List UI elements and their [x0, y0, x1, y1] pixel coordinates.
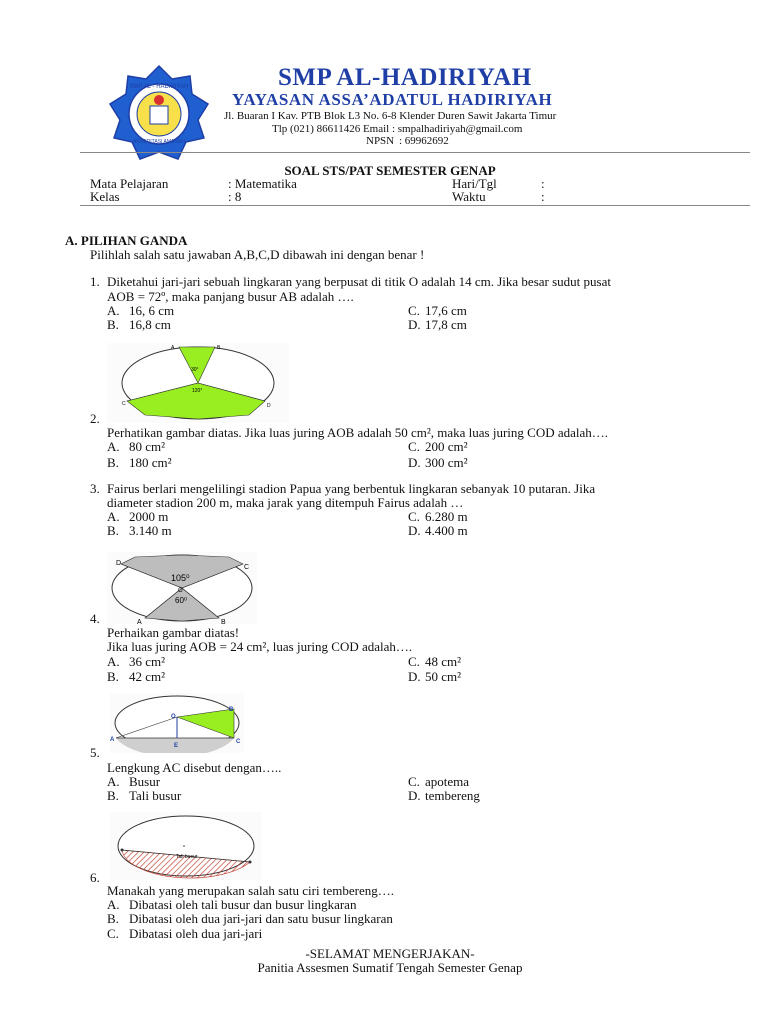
q5-label-e: E — [174, 743, 179, 749]
q5-label-c: C — [236, 739, 241, 745]
q6-circle-figure — [110, 812, 262, 880]
q5-text-line1: Lengkung AC disebut dengan….. — [107, 760, 282, 775]
q5-circle-figure — [110, 693, 244, 753]
q6-text-line1: Manakah yang merupakan salah satu ciri tembereng…. — [107, 883, 394, 898]
q1-option-b-letter: B. — [107, 317, 119, 332]
q3-option-d-letter: D. — [408, 523, 421, 538]
q3-option-c-letter: C. — [408, 509, 420, 524]
q1-option-a-text: 16, 6 cm — [129, 303, 175, 318]
q2-option-c-text: 200 cm² — [425, 439, 468, 454]
q2-angle-top: 30° — [191, 367, 199, 373]
q6-option-b-letter: B. — [107, 911, 119, 926]
school-contact: Tlp (021) 86611426 Email : smpalhadiriyah@gmail.com — [272, 123, 523, 135]
day-value: : — [541, 176, 545, 191]
q6-option-b-text: Dibatasi oleh dua jari-jari dan satu busur lingkaran — [129, 911, 393, 926]
logo-bottom-text: AKREDITASI AMANAH — [133, 139, 185, 145]
q5-option-b-letter: B. — [107, 788, 119, 803]
q2-option-c-letter: C. — [408, 439, 420, 454]
subject-label: Mata Pelajaran — [90, 176, 169, 191]
subject-value: : Matematika — [228, 176, 297, 191]
q1-option-b-text: 16,8 cm — [129, 317, 171, 332]
q1-option-c-letter: C. — [408, 303, 420, 318]
q6-option-a-text: Dibatasi oleh tali busur dan busur lingkaran — [129, 897, 357, 912]
q3-option-b-letter: B. — [107, 523, 119, 538]
q4-option-c-text: 48 cm² — [425, 654, 462, 669]
q5-option-d-text: tembereng — [425, 788, 480, 803]
q4-label-o: O — [178, 588, 183, 594]
q2-option-a-text: 80 cm² — [129, 439, 166, 454]
q6-number: 6. — [90, 870, 100, 885]
q6-option-a-letter: A. — [107, 897, 120, 912]
q2-label-a: A — [171, 345, 175, 351]
q1-text-line2: AOB = 72º, maka panjang busur AB adalah …. — [107, 289, 354, 304]
q2-circle-figure — [107, 343, 289, 423]
q4-angle-bottom: 60⁰ — [175, 596, 188, 605]
q2-text-line1: Perhatikan gambar diatas. Jika luas juring AOB adalah 50 cm², maka luas juring COD adalah…. — [107, 425, 609, 440]
q1-option-a-letter: A. — [107, 303, 120, 318]
q4-label-d: D — [116, 560, 122, 567]
q4-text-line1: Perhaikan gambar diatas! — [107, 625, 240, 640]
q4-option-c-letter: C. — [408, 654, 420, 669]
q3-option-b-text: 3.140 m — [129, 523, 172, 538]
q2-label-d: D — [267, 403, 271, 409]
q4-circle-figure — [107, 552, 257, 624]
q3-option-d-text: 4.400 m — [425, 523, 468, 538]
section-heading: A. PILIHAN GANDA — [65, 233, 188, 248]
q5-label-a: A — [110, 737, 115, 743]
time-label: Waktu — [452, 189, 486, 204]
q5-label-o: O — [171, 714, 176, 720]
q4-label-b: B — [221, 619, 226, 624]
logo-top-text: SMP AL - HADIRIYAH — [129, 84, 189, 90]
footer-greeting: -SELAMAT MENGERJAKAN- — [305, 946, 475, 961]
q2-option-b-text: 180 cm² — [129, 455, 172, 470]
header-divider — [80, 152, 750, 153]
q1-text-line1: Diketahui jari-jari sebuah lingkaran yang berpusat di titik O adalah 14 cm. Jika besar sudut pusat — [107, 274, 611, 289]
q4-option-a-letter: A. — [107, 654, 120, 669]
q4-label-a: A — [137, 619, 142, 624]
class-label: Kelas — [90, 189, 120, 204]
school-name: SMP AL-HADIRIYAH — [278, 64, 532, 91]
q2-number: 2. — [90, 411, 100, 426]
q2-label-c: C — [122, 401, 126, 407]
q1-number: 1. — [90, 274, 100, 289]
q3-text-line1: Fairus berlari mengelilingi stadion Papua yang berbentuk lingkaran sebanyak 10 putaran. Jika — [107, 481, 596, 496]
footer-committee: Panitia Assesmen Sumatif Tengah Semester Genap — [257, 960, 523, 975]
q4-option-b-letter: B. — [107, 669, 119, 684]
info-divider — [80, 205, 750, 206]
q6-option-c-letter: C. — [107, 926, 119, 941]
npsn-value: : 69962692 — [399, 135, 449, 147]
q6-chord-label: Tali busur — [176, 854, 198, 860]
q5-option-a-letter: A. — [107, 774, 120, 789]
q1-option-d-text: 17,8 cm — [425, 317, 467, 332]
school-logo — [104, 64, 214, 164]
class-value: : 8 — [228, 189, 242, 204]
time-value: : — [541, 189, 545, 204]
q5-option-b-text: Tali busur — [129, 788, 182, 803]
q2-option-b-letter: B. — [107, 455, 119, 470]
q4-option-a-text: 36 cm² — [129, 654, 166, 669]
q4-number: 4. — [90, 611, 100, 626]
q3-number: 3. — [90, 481, 100, 496]
day-label: Hari/Tgl — [452, 176, 497, 191]
q5-option-d-letter: D. — [408, 788, 421, 803]
q3-text-line2: diameter stadion 200 m, maka jarak yang ditempuh Fairus adalah … — [107, 495, 464, 510]
q6-option-c-text: Dibatasi oleh dua jari-jari — [129, 926, 263, 941]
q3-option-c-text: 6.280 m — [425, 509, 468, 524]
q3-option-a-text: 2000 m — [129, 509, 169, 524]
q5-option-a-text: Busur — [129, 774, 161, 789]
exam-title: SOAL STS/PAT SEMESTER GENAP — [284, 163, 496, 178]
section-instruction: Pilihlah salah satu jawaban A,B,C,D dibawah ini dengan benar ! — [90, 247, 425, 262]
q5-label-b: B — [229, 707, 234, 713]
npsn-label: NPSN — [366, 135, 395, 147]
q4-option-d-text: 50 cm² — [425, 669, 462, 684]
q1-option-c-text: 17,6 cm — [425, 303, 467, 318]
foundation-name: YAYASAN ASSA’ADATUL HADIRIYAH — [232, 90, 553, 109]
q2-label-b: B — [217, 345, 221, 351]
q4-option-b-text: 42 cm² — [129, 669, 166, 684]
school-address: Jl. Buaran I Kav. PTB Blok L3 No. 6-8 Klender Duren Sawit Jakarta Timur — [224, 110, 557, 122]
q5-option-c-letter: C. — [408, 774, 420, 789]
q2-option-d-letter: D. — [408, 455, 421, 470]
q4-angle-top: 105⁰ — [171, 573, 190, 583]
q1-option-d-letter: D. — [408, 317, 421, 332]
q4-text-line2: Jika luas juring AOB = 24 cm², luas juring COD adalah…. — [107, 639, 413, 654]
q2-option-a-letter: A. — [107, 439, 120, 454]
q2-option-d-text: 300 cm² — [425, 455, 468, 470]
q2-angle-bottom: 120° — [192, 388, 203, 394]
q4-label-c: C — [244, 564, 250, 571]
q5-number: 5. — [90, 745, 100, 760]
q3-option-a-letter: A. — [107, 509, 120, 524]
q4-option-d-letter: D. — [408, 669, 421, 684]
q5-option-c-text: apotema — [425, 774, 470, 789]
